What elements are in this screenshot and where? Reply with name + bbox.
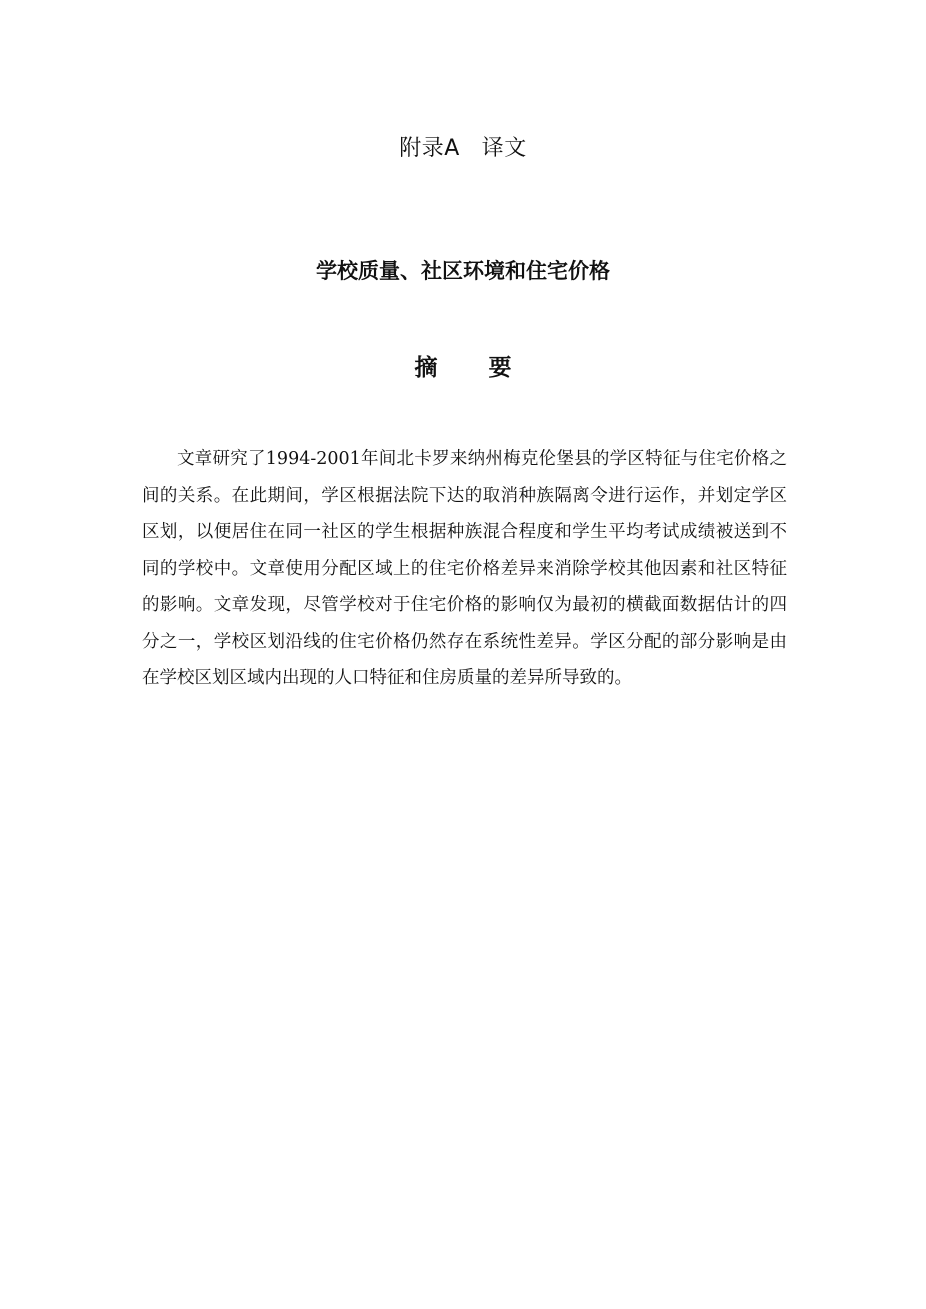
abstract-heading: 摘 要 [414,355,526,381]
appendix-title: 译文 [481,136,527,161]
appendix-heading [0,133,926,165]
appendix-label: 附录A [399,136,460,161]
abstract-body: 文章研究了1994-2001年间北卡罗来纳州梅克伦堡县的学区特征与住宅价格之间的关系。在此期间，学区根据法院下达的取消种族隔离令进行运作，并划定学区区划，以便居住在同一社区的学生根据种族混合程度和学生平均考试成绩被送到不同的学校中。文章使用分配区域上的住宅价格差异来消除学校其他因素和社区特征的影响。文章发现，尽管学校对于住宅价格的影响仅为最初的横截面数据估计的四分之一，学校区划沿线的住宅价格仍然存在系统性差异。学区分配的部分影响是由在学校区划区域内出现的人口特征和住房质量的差异所导致的。 [142,449,787,688]
paper-title: 学校质量、社区环境和住宅价格 [316,259,610,283]
